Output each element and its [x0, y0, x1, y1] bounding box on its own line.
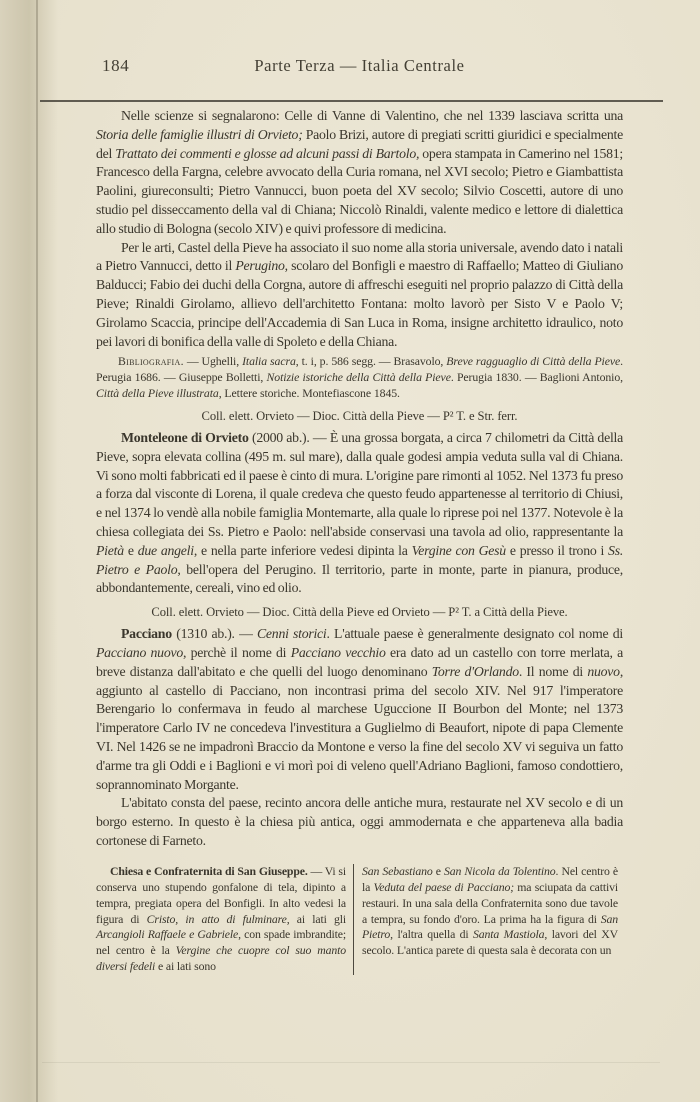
bibliografia-note: Bibliografia. — Ughelli, Italia sacra, t. i, p. 586 segg. — Brasavolo, Breve ragguaglio di Città della Pieve. Perugia 1686. — Giuseppe Bolletti, Notizie istoriche della Città della Pieve. Perugia 1830. — Baglioni Antonio, Città della Pieve illustrata, Lettere storiche. Montefiascone 1845.	[96, 354, 624, 401]
binding-shadow	[0, 0, 58, 1102]
column-right-san-sebastiano: San Sebastiano e San Nicola da Tolentino. Nel centro è la Veduta del paese di Pacciano; ma sciupata da cattivi restauri. In una sala della Confraternita sono due tavole a tempra, su fondo d'oro. La prima ha la figura di San Pietro, l'altra quella di Santa Mastiola, lavori del XV secolo. L'antica parete di questa sala è decorata con un	[353, 864, 618, 975]
two-column-block	[96, 864, 623, 975]
header-title: Parte Terza — Italia Centrale	[254, 56, 465, 75]
coll-elett-line-2: Coll. elett. Orvieto — Dioc. Città della Pieve ed Orvieto — P² T. a Città della Pieve.	[151, 605, 568, 620]
paragraph-monteleone: Monteleone di Orvieto (2000 ab.). — È una grossa borgata, a circa 7 chilometri da Città della Pieve, sopra elevata collina (495 m. sul mare), dalla quale godesi ampia veduta sulla val di Chiana. Vi sono molti fabbricati ed il paese è cinto di mura. L'origine pare rimonti al 1052. Nel 1373 fu preso a forza dal visconte di Lorena, il quale credeva che questo feudo appartenesse al territorio di Chiusi, e nel 1374 lo vendè alla nobile famiglia Montemarte, alla quale lo riprese poi nel 1377. Notevole è la chiesa collegiata dei Ss. Pietro e Paolo: nell'abside conservasi una tavola ad olio, rappresentante la Pietà e due angeli, e nella parte inferiore vedesi dipinta la Vergine con Gesù e presso il trono i Ss. Pietro e Paolo, bell'opera del Perugino. Il territorio, parte in monte, parte in pianura, produce, abbondantemente, cereali, vino ed olio.	[96, 430, 624, 596]
page-number: 184	[102, 56, 130, 75]
page-header	[96, 56, 623, 76]
paragraph-scienze: Nelle scienze si segnalarono: Celle di Vanne di Valentino, che nel 1339 lasciava scritta una Storia delle famiglie illustri di Orvieto; Paolo Brizi, autore di pregiati scritti giuridici e specialmente del Trattato dei commenti e glosse ad alcuni passi di Bartolo, opera stampata in Camerino nel 1581; Francesco della Fargna, celebre avvocato della Curia romana, nel XVI secolo; Pietro e Giambattista Paolini, giureconsulti; Pietro Vannucci, buon poeta del XV secolo; Silvio Coscetti, autore di uno studio pel disseccamento della val di Chiana; Niccolò Rinaldi, valente medico e lettore di dialettica allo studio di Bologna (secolo XIV) e quivi professore di medicina.	[96, 108, 624, 236]
page-bottom-shadow	[42, 1062, 660, 1063]
coll-elett-line-1: Coll. elett. Orvieto — Dioc. Città della Pieve — P² T. e Str. ferr.	[201, 409, 518, 424]
paragraph-pacciano: Pacciano (1310 ab.). — Cenni storici. L'attuale paese è generalmente designato col nome di Pacciano nuovo, perchè il nome di Pacciano vecchio era dato ad un castello con torre merlata, a breve distanza dall'abitato e che quelli del luogo denominano Torre d'Orlando. Il nome di nuovo, aggiunto al castello di Pacciano, non incontrasi prima del secolo XIV. Nel 917 l'imperatore Berengario lo confermava in feudo al marchese Uguccione II Bourbon del Monte; nel 1373 l'imperatore Carlo IV ne concedeva l'investitura a Guglielmo di Beaufort, nipote di papa Clemente VI. Nel 1426 se ne impadronì Braccio da Montone e verso la fine del secolo XV vi seguiva un fatto d'arme tra gli Oddi e i Baglioni e vi morì poi di veleno quell'Adriano Baglioni, famoso condottiero, soprannominato Morgante.	[96, 626, 624, 792]
paragraph-pacciano-abitato: L'abitato consta del paese, recinto ancora delle antiche mura, restaurate nel XV secolo e di un borgo esterno. In questo è la chiesa più antica, oggi ammodernata e che apparteneva alla badia cortonese di Farneto.	[96, 795, 623, 849]
paragraph-arti: Per le arti, Castel della Pieve ha associato il suo nome alla storia universale, avendo dato i natali a Pietro Vannucci, detto il Perugino, scolaro del Bonfigli e maestro di Raffaello; Matteo di Giuliano Balducci; Fabio dei duchi della Corgna, autore di affreschi eseguiti nel proprio palazzo di Città della Pieve; Rinaldi Girolamo, allievo dell'architetto Fontana: molto lavorò per Sisto V e Paolo V; Girolamo Scaccia, principe dell'Accademia di San Luca in Roma, insigne architetto idraulico, noto pei lavori di bonifica della valle di Spoleto e della Chiana.	[96, 239, 623, 349]
text-column	[96, 107, 623, 975]
header-rule	[40, 100, 663, 102]
binding-edge-line	[36, 0, 38, 1102]
column-left-san-giuseppe: Chiesa e Confraternita di San Giuseppe. — Vi si conserva uno stupendo gonfalone di tela, dipinto a tempra, pregiata opera del Bonfigli. In alto vedesi la figura di Cristo, in atto di fulminare, ai lati gli Arcangioli Raffaele e Gabriele, con spade imbrandite; nel centro è la Vergine che cuopre col suo manto diversi fedeli e ai lati sono	[96, 863, 346, 974]
